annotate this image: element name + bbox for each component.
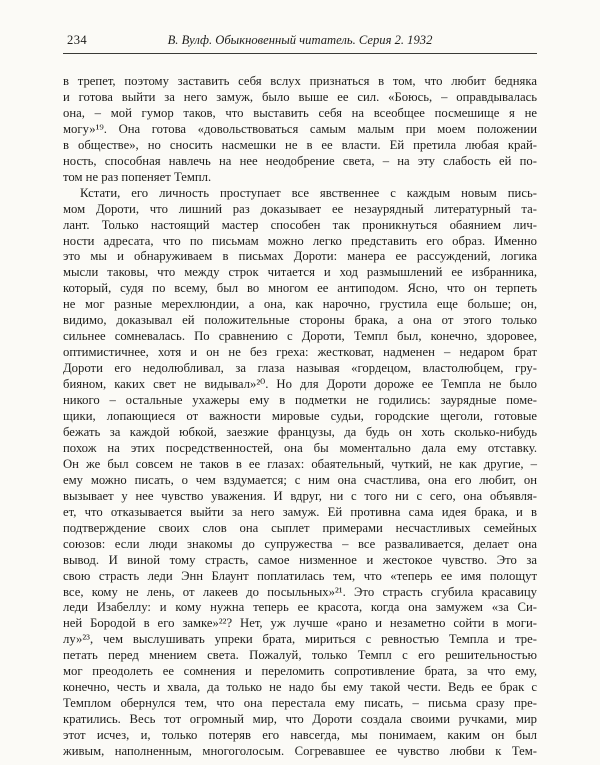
body-text xyxy=(63,74,537,760)
text-line: петать перед мнением света. Пожалуй, только Темпл с его решительностью xyxy=(63,648,537,663)
text-line: Он же был совсем не таков в ее глазах: обаятельный, чуткий, не как другие, – xyxy=(63,456,537,471)
text-line: подтверждение своих слов она сыплет примерами несчастливых семейных xyxy=(63,520,537,535)
text-line: том не раз попеняет Темпл. xyxy=(63,169,212,184)
text-line: живым, наполненным, многоголосым. Согревавшее ее чувство любви к Тем- xyxy=(63,744,537,759)
text-line: ней Бородой в его замке»²²? Нет, уж лучше «рано и незаметно сойти в моги- xyxy=(63,616,537,631)
running-title: В. Вулф. Обыкновенный читатель. Серия 2. 1932 xyxy=(167,33,433,47)
text-line: который, судя по всему, был во многом ее антиподом. Ясно, что он терпеть xyxy=(63,281,537,296)
text-line: свою страсть леди Энн Блаунт поплатилась тем, что «теперь ее имя полощут xyxy=(63,568,537,583)
header-rule xyxy=(63,53,537,54)
text-line: кратились. Весь тот огромный мир, что Дороти создала своими ручками, мир xyxy=(63,712,537,727)
text-line: это мы и обнаруживаем в письмах Дороти: манера ее рассуждений, логика xyxy=(63,249,537,264)
text-line: щики, лопающиеся от важности мировые судьи, городские щеголи, готовые xyxy=(63,409,537,424)
text-line: ет, что отказывается выйти за него замуж. Ей противна сама идея брака, и в xyxy=(63,504,537,519)
text-line: лу»²³, чем выслушивать упреки брата, мириться с ревностью Темпла и тре- xyxy=(63,632,537,647)
page-header xyxy=(63,33,537,47)
text-line: и готова выйти за него замуж, было выше ее сил. «Боюсь, – оправдывалась xyxy=(63,89,537,104)
text-line: оптимистичнее, хотя и он не без греха: жестковат, надменен – недаром брат xyxy=(63,345,537,360)
text-line: мысли таковы, что между строк читается и ход размышлений ее избранника, xyxy=(63,265,537,280)
text-line: этот исчез, и, только потеряв его навсегда, мы понимаем, каким он был xyxy=(63,728,537,743)
text-line: леди Изабеллу: и кому нужна теперь ее красота, когда она замужем «за Си- xyxy=(63,600,537,615)
page-number: 234 xyxy=(67,33,88,47)
text-line: все, кому не лень, от лакеев до посыльных»²¹. Это страсть сгубила красавицу xyxy=(63,584,537,599)
text-line: в обществе», но сносить насмешки не в ее власти. Ей претила любая край- xyxy=(63,137,537,152)
text-line: конечно, честь и хвала, да только не надо бы ему такой чести. Ведь ее брак с xyxy=(63,680,537,695)
text-line: ему можно писать, о чем вздумается; с ним она счастлива, она его любит, он xyxy=(63,472,537,487)
text-line: сильнее сомневалась. По сравнению с Дороти, Темпл был, конечно, здоровее, xyxy=(63,329,537,344)
text-line: не мог разные мерехлюндии, а она, как нарочно, грустила еще больше; он, xyxy=(63,297,537,312)
text-line: ности адресата, что по письмам можно легко представить его образ. Именно xyxy=(63,233,537,248)
text-line: могу»¹⁹. Она готова «довольствоваться самым малым при моем положении xyxy=(63,121,537,136)
text-line: в трепет, поэтому заставить себя вслух признаться в том, что любит бедняка xyxy=(63,74,537,88)
text-line: вывод. И виной тому страсть, самое низменное и жестокое чувство. Это за xyxy=(63,552,537,567)
text-line: Темплом обернулся тем, что она перестала ему писать, – письма сразу пре- xyxy=(63,696,537,711)
text-line: похож на этих посредственностей, она бы моментально дала ему отставку. xyxy=(63,440,537,455)
text-line: бежать за каждой юбкой, заезжие французы, да будь он хоть сколько-нибудь xyxy=(63,424,537,439)
text-line: бияном, каких свет не видывал»²⁰. Но для Дороти дороже ее Темпла не было xyxy=(63,377,537,392)
text-line: видимо, доказывал ей положительные стороны брака, а она от этого только xyxy=(63,313,537,328)
text-line: союзов: если люди знакомы до супружества – все разваливается, делает она xyxy=(63,536,537,551)
text-line: она, – мой гумор таков, что выставить себя на всеобщее посмешище я не xyxy=(63,105,537,120)
text-line: мом Дороти, что лишний раз доказывает ее незаурядный литературный та- xyxy=(63,201,537,216)
text-line: Кстати, его личность проступает все явственнее с каждым новым пись- xyxy=(80,185,537,200)
text-line: Дороти его недолюбливал, за глаза называя «гордецом, властолюбцем, гру- xyxy=(63,361,537,376)
text-line: ность, способная навлечь на нее неодобрение света, – на эту слабость ей по- xyxy=(63,153,537,168)
text-line: лант. Только настоящий мастер способен так проникнуться обаянием лич- xyxy=(63,217,537,232)
text-line: мог преодолеть ее сомнения и переломить сопротивление брата, за что ему, xyxy=(63,664,537,679)
text-line: вызывает у нее чувство уважения. И вдруг, ни с того ни с сего, она объявля- xyxy=(63,488,537,503)
text-line: никого – остальные ухажеры ему в подметки не годились: заурядные поме- xyxy=(63,393,537,408)
